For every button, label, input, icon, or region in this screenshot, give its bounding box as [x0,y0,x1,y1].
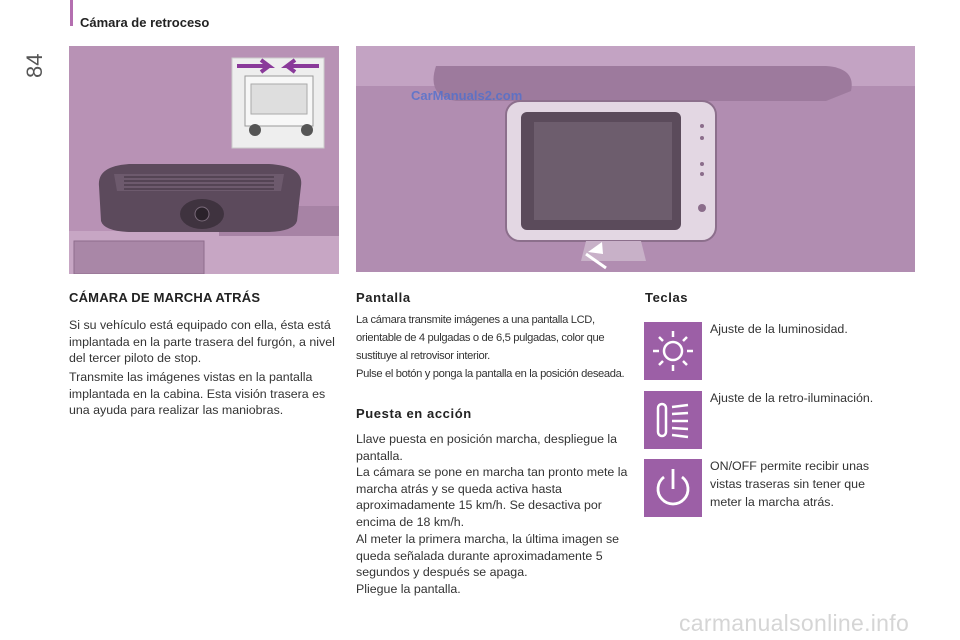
screen-paragraph: La cámara transmite imágenes a una pantalla LCD, orientable de 4 pulgadas o de 6,5 pulgadas, color que sustituye al retrovisor interior. [356,314,605,362]
section-header: Cámara de retroceso [80,15,210,30]
screen-section-title: Pantalla [356,290,411,305]
lcd-screen-photo [356,46,915,272]
camera-paragraph: Si su vehículo está equipado con ella, ésta está implantada en la parte trasera del furgón, a nivel del tercer piloto de stop. [69,318,335,365]
header-accent-bar [70,0,73,26]
camera-paragraph: Transmite las imágenes vistas en la pantalla implantada en la cabina. Esta visión trasera es una ayuda para realizar las maniobras. [69,370,326,417]
key-description: Ajuste de la luminosidad. [710,322,848,336]
start-section-title: Puesta en acción [356,406,472,421]
rear-camera-photo [69,46,339,274]
brightness-icon [644,322,702,380]
keys-section-title: Teclas [645,290,689,305]
footer-watermark: carmanualsonline.info [679,610,910,636]
key-description: Ajuste de la retro-iluminación. [710,391,874,405]
screen-paragraph: Pulse el botón y ponga la pantalla en la posición deseada. [356,368,625,380]
photo-watermark: CarManuals2.com [411,88,523,103]
start-paragraph: Llave puesta en posición marcha, despliegue la pantalla. [356,432,618,463]
start-paragraph: Pliegue la pantalla. [356,582,461,596]
backlight-icon [644,391,702,449]
start-paragraph: Al meter la primera marcha, la última imagen se queda señalada durante aproximadamente 5 segundos y después se apaga. [356,532,620,579]
camera-section-title: CÁMARA DE MARCHA ATRÁS [69,290,261,305]
power-icon [644,459,702,517]
key-description: ON/OFF permite recibir unas vistas traseras sin tener que meter la marcha atrás. [710,459,870,509]
start-paragraph: La cámara se pone en marcha tan pronto mete la marcha atrás y se queda activa hasta aproximadamente 15 km/h. Se desactiva por encima de 18 km/h. [356,465,628,529]
page-number: 84 [22,53,47,78]
